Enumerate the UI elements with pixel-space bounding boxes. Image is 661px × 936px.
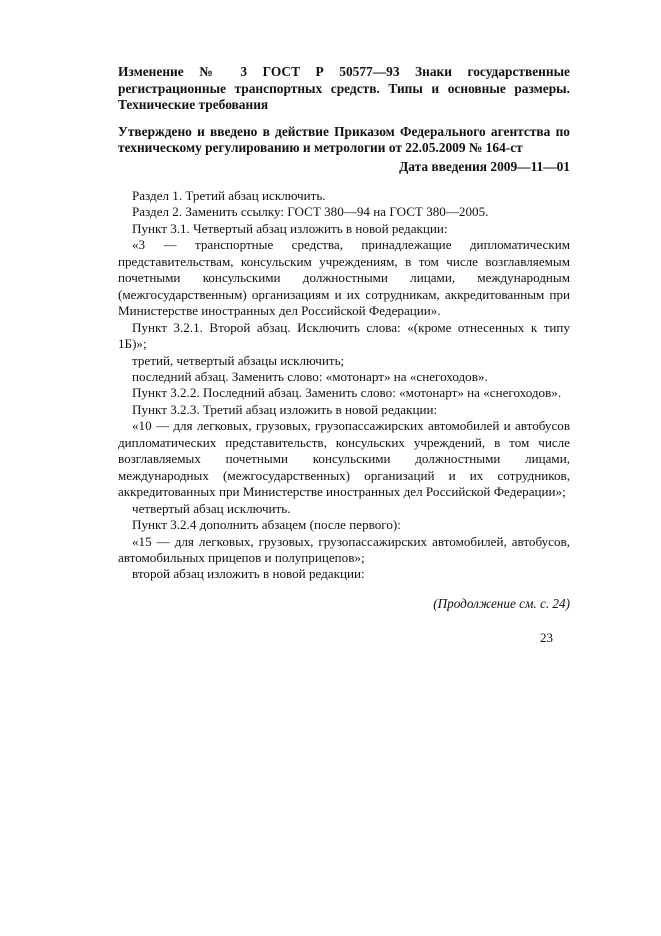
paragraph: последний абзац. Заменить слово: «мотонарт» на «снегоходов». [132,368,488,384]
paragraph: Пункт 3.2.1. Второй абзац. Исключить слова: «(кроме отнесенных к типу 1Б)»; [118,319,570,352]
page-number: 23 [540,630,553,645]
paragraph: «15 — для легковых, грузовых, грузопассажирских автомобилей, автобусов, автомобильных прицепов и полуприцепов»; [118,533,570,565]
paragraph: Пункт 3.2.2. Последний абзац. Заменить слово: «мотонарт» на «снегоходов». [132,385,562,401]
paragraph: Раздел 1. Третий абзац исключить. [132,188,326,203]
paragraph: Раздел 2. Заменить ссылку: ГОСТ 380—94 на ГОСТ 380—2005. [132,204,489,220]
paragraph: Пункт 3.1. Четвертый абзац изложить в новой редакции: [132,220,448,236]
effective-date: Дата введения 2009—11—01 [399,158,570,174]
paragraph: третий, четвертый абзацы исключить; [132,352,345,368]
document-title: Изменение № 3 ГОСТ Р 50577—93 Знаки государственные регистрационные транспортных средств. Типы и основные размеры. Технические требования [118,64,570,112]
paragraph: Пункт 3.2.3. Третий абзац изложить в новой редакции: [132,401,438,417]
continuation-note: (Продолжение см. с. 24) [433,595,570,611]
paragraph: «10 — для легковых, грузовых, грузопассажирских автомобилей и автобусов дипломатических представительств, консульских учреждений, в том числе возглавляемых почетными консульскими должностными лицами, международных (межгосударственных) организаций и их сотрудников, аккредитованных при Министерстве иностранных дел Российской Федерации»; [118,418,570,500]
paragraph: четвертый абзац исключить. [132,500,291,516]
approval-statement: Утверждено и введено в действие Приказом Федерального агентства по техническому регулированию и метрологии от 22.05.2009 № 164-ст [118,123,570,155]
paragraph: «3 — транспортные средства, принадлежащие дипломатическим представительствам, консульским учреждениям, в том числе возглавляемым почетными консульскими должностными лицами, международным (межгосударственным) организациям и их сотрудникам, аккредитованным при Министерстве иностранных дел Российской Федерации». [118,237,570,319]
paragraph: Пункт 3.2.4 дополнить абзацем (после первого): [132,517,401,533]
paragraph: второй абзац изложить в новой редакции: [132,566,365,582]
document-page [118,64,570,612]
document-body [118,188,570,583]
